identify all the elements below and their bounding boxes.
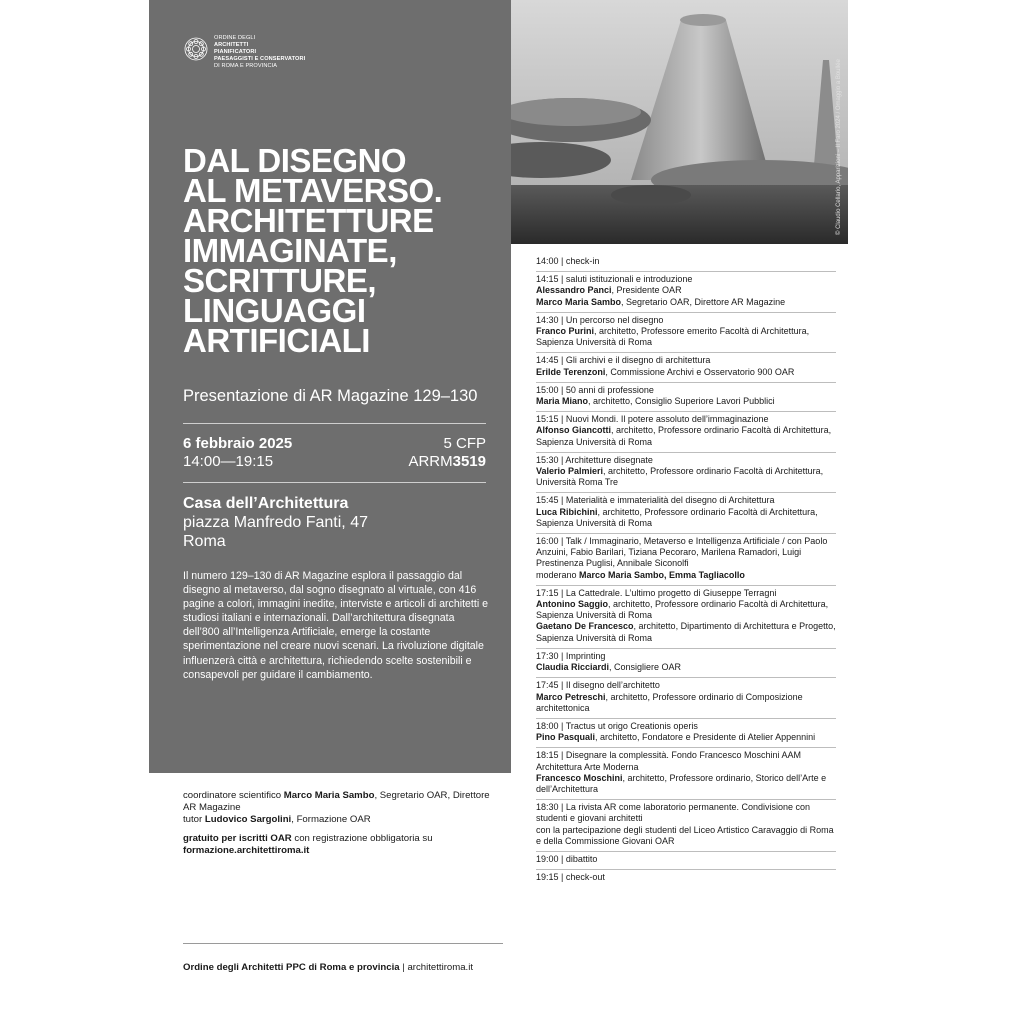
schedule-time-topic: 18:30 | La rivista AR come laboratorio permanente. Condivisione con studenti e giovani architetti [536, 802, 810, 824]
schedule-item [536, 412, 836, 453]
schedule-speaker: Franco Purini, architetto, Professore emerito Facoltà di Architettura, Sapienza Università di Roma [536, 326, 810, 348]
schedule-speaker: Claudia Ricciardi, Consigliere OAR [536, 662, 682, 673]
photo-credit: © Claudio Cellario, Apparizioni – Il Faro 2024 / Omaggio a Boullée [836, 59, 842, 235]
schedule-time-topic: 18:15 | Disegnare la complessità. Fondo Francesco Moschini AAM Architettura Arte Moderna [536, 750, 801, 772]
title-line: ARCHITETTURE [183, 202, 434, 239]
schedule-item [536, 678, 836, 719]
event-date: 6 febbraio 2025 [183, 435, 293, 452]
schedule-speaker: Marco Petreschi, architetto, Professore ordinario di Composizione architettonica [536, 691, 803, 713]
schedule-time-topic: 17:30 | Imprinting [536, 650, 606, 661]
schedule-item [536, 586, 836, 649]
schedule-speaker: Gaetano De Francesco, architetto, Dipartimento di Architettura e Progetto, Sapienza Università di Roma [536, 621, 836, 643]
schedule-speaker: con la partecipazione degli studenti del Liceo Artistico Caravaggio di Roma e della Commissione Giovani OAR [536, 824, 834, 846]
org-line: PIANIFICATORI [214, 49, 257, 55]
schedule-item [536, 254, 836, 272]
schedule-speaker: Francesco Moschini, architetto, Professore ordinario, Storico dell’Arte e dell’Architettura [536, 772, 827, 794]
schedule-speaker: Erilde Terenzoni, Commissione Archivi e Osservatorio 900 OAR [536, 366, 795, 377]
org-line: ORDINE DEGLI [214, 35, 256, 41]
schedule-item [536, 870, 836, 887]
schedule-time-topic: 16:00 | Talk / Immaginario, Metaverso e Intelligenza Artificiale / con Paolo Anzuini, Fabio Barilari, Tiziana Pecoraro, Marilena Ramadori, Luigi Prestinenza Puglisi, Annibale Siconolfi [536, 536, 828, 569]
course-code: ARRM3519 [408, 453, 486, 470]
org-name [214, 35, 305, 70]
logo-rosette-icon [183, 36, 209, 62]
schedule-item [536, 272, 836, 313]
divider [183, 943, 503, 944]
footer-org: Ordine degli Architetti PPC di Roma e provincia [183, 962, 400, 973]
org-line: DI ROMA E PROVINCIA [214, 63, 278, 69]
description: Il numero 129–130 di AR Magazine esplora il passaggio dal disegno al metaverso, dal sogno disegnato al virtuale, con 416 pagine a colori, immagini inedite, interviste e articoli di architetti e studiosi italiani e internazionali. Dall’architettura disegnata dell’800 all’Intelligenza Artificiale, emerge la costante sperimentazione nel creare nuovi scenari. La rivoluzione digitale influenzerà città e architettura, richiedendo scelte sostenibili e consapevoli per guidare il cambiamento. [183, 570, 489, 681]
schedule-item [536, 453, 836, 494]
venue-name: Casa dell’Architettura [183, 495, 349, 512]
cover-photo [511, 0, 848, 244]
schedule-speaker: moderano Marco Maria Sambo, Emma Tagliacollo [536, 569, 745, 580]
title-line: DAL DISEGNO [183, 142, 407, 179]
org-line: ARCHITETTI [214, 42, 249, 48]
divider [183, 482, 486, 483]
schedule-time-topic: 17:15 | La Cattedrale. L’ultimo progetto di Giuseppe Terragni [536, 587, 777, 598]
schedule-speaker: Alessandro Panci, Presidente OAR [536, 285, 682, 296]
schedule-item [536, 852, 836, 870]
schedule-time-topic: 14:45 | Gli archivi e il disegno di architettura [536, 355, 711, 366]
title-line: ARTIFICIALI [183, 322, 370, 359]
schedule-speaker: Alfonso Giancotti, architetto, Professore ordinario Facoltà di Architettura, Sapienza Università di Roma [536, 425, 832, 447]
schedule-item [536, 748, 836, 800]
schedule-time-topic: 14:00 | check-in [536, 256, 600, 266]
venue-address: piazza Manfredo Fanti, 47 [183, 514, 368, 531]
title-line: AL METAVERSO. [183, 172, 443, 209]
schedule-item [536, 719, 836, 748]
divider [183, 423, 486, 424]
subtitle: Presentazione di AR Magazine 129–130 [183, 387, 478, 405]
schedule-item [536, 534, 836, 586]
organizer-credits [183, 790, 503, 863]
footer: Ordine degli Architetti PPC di Roma e provincia | architettiroma.it [183, 962, 474, 973]
page-title [183, 142, 503, 359]
footer-website-link[interactable]: architettiroma.it [407, 962, 474, 973]
schedule-time-topic: 19:15 | check-out [536, 872, 605, 883]
schedule-time-topic: 15:45 | Materialità e immaterialità del disegno di Architettura [536, 495, 775, 506]
schedule-item [536, 493, 836, 534]
org-line: PAESAGGISTI E CONSERVATORI [214, 56, 306, 62]
registration-link[interactable]: formazione.architettiroma.it [183, 844, 310, 856]
schedule-time-topic: 18:00 | Tractus ut origo Creationis operis [536, 720, 698, 731]
venue-city: Roma [183, 533, 226, 550]
event-time: 14:00—19:15 [183, 453, 274, 470]
title-line: IMMAGINATE, [183, 232, 397, 269]
cfp-value: 5 CFP [443, 435, 486, 452]
event-credits [408, 435, 486, 471]
schedule-time-topic: 17:45 | Il disegno dell’architetto [536, 680, 660, 691]
schedule-speaker: Antonino Saggio, architetto, Professore ordinario Facoltà di Architettura, Sapienza Università di Roma [536, 599, 829, 621]
schedule-time-topic: 15:30 | Architetture disegnate [536, 454, 653, 465]
coordinator: coordinatore scientifico Marco Maria Sambo, Segretario OAR, Direttore AR Magazine tutor Ludovico Sargolini, Formazione OAR [183, 790, 490, 826]
title-line: SCRITTURE, [183, 262, 376, 299]
schedule-time-topic: 19:00 | dibattito [536, 853, 598, 864]
schedule-time-topic: 15:00 | 50 anni di professione [536, 384, 654, 395]
org-logo [183, 35, 305, 70]
title-line: LINGUAGGI [183, 292, 366, 329]
schedule-speaker: Luca Ribichini, architetto, Professore ordinario Facoltà di Architettura, Sapienza Università di Roma [536, 506, 818, 528]
event-datetime [183, 435, 292, 471]
schedule-speaker: Marco Maria Sambo, Segretario OAR, Direttore AR Magazine [536, 296, 786, 307]
architecture-image [511, 0, 848, 244]
schedule-time-topic: 14:30 | Un percorso nel disegno [536, 314, 664, 325]
schedule-item [536, 383, 836, 412]
schedule-speaker: Maria Miano, architetto, Consiglio Superiore Lavori Pubblici [536, 396, 775, 407]
schedule-item [536, 649, 836, 678]
registration-info: gratuito per iscritti OAR con registrazione obbligatoria su formazione.architettiroma.it [183, 832, 433, 856]
schedule-speaker: Valerio Palmieri, architetto, Professore ordinario Facoltà di Architettura, Università Roma Tre [536, 466, 824, 488]
schedule-item [536, 800, 836, 852]
schedule-list [536, 254, 836, 887]
venue [183, 494, 368, 551]
schedule-item [536, 353, 836, 382]
schedule-time-topic: 14:15 | saluti istituzionali e introduzione [536, 274, 693, 285]
schedule-item [536, 313, 836, 354]
schedule-time-topic: 15:15 | Nuovi Mondi. Il potere assoluto dell’immaginazione [536, 414, 769, 425]
schedule-speaker: Pino Pasquali, architetto, Fondatore e Presidente di Atelier Appennini [536, 732, 816, 743]
